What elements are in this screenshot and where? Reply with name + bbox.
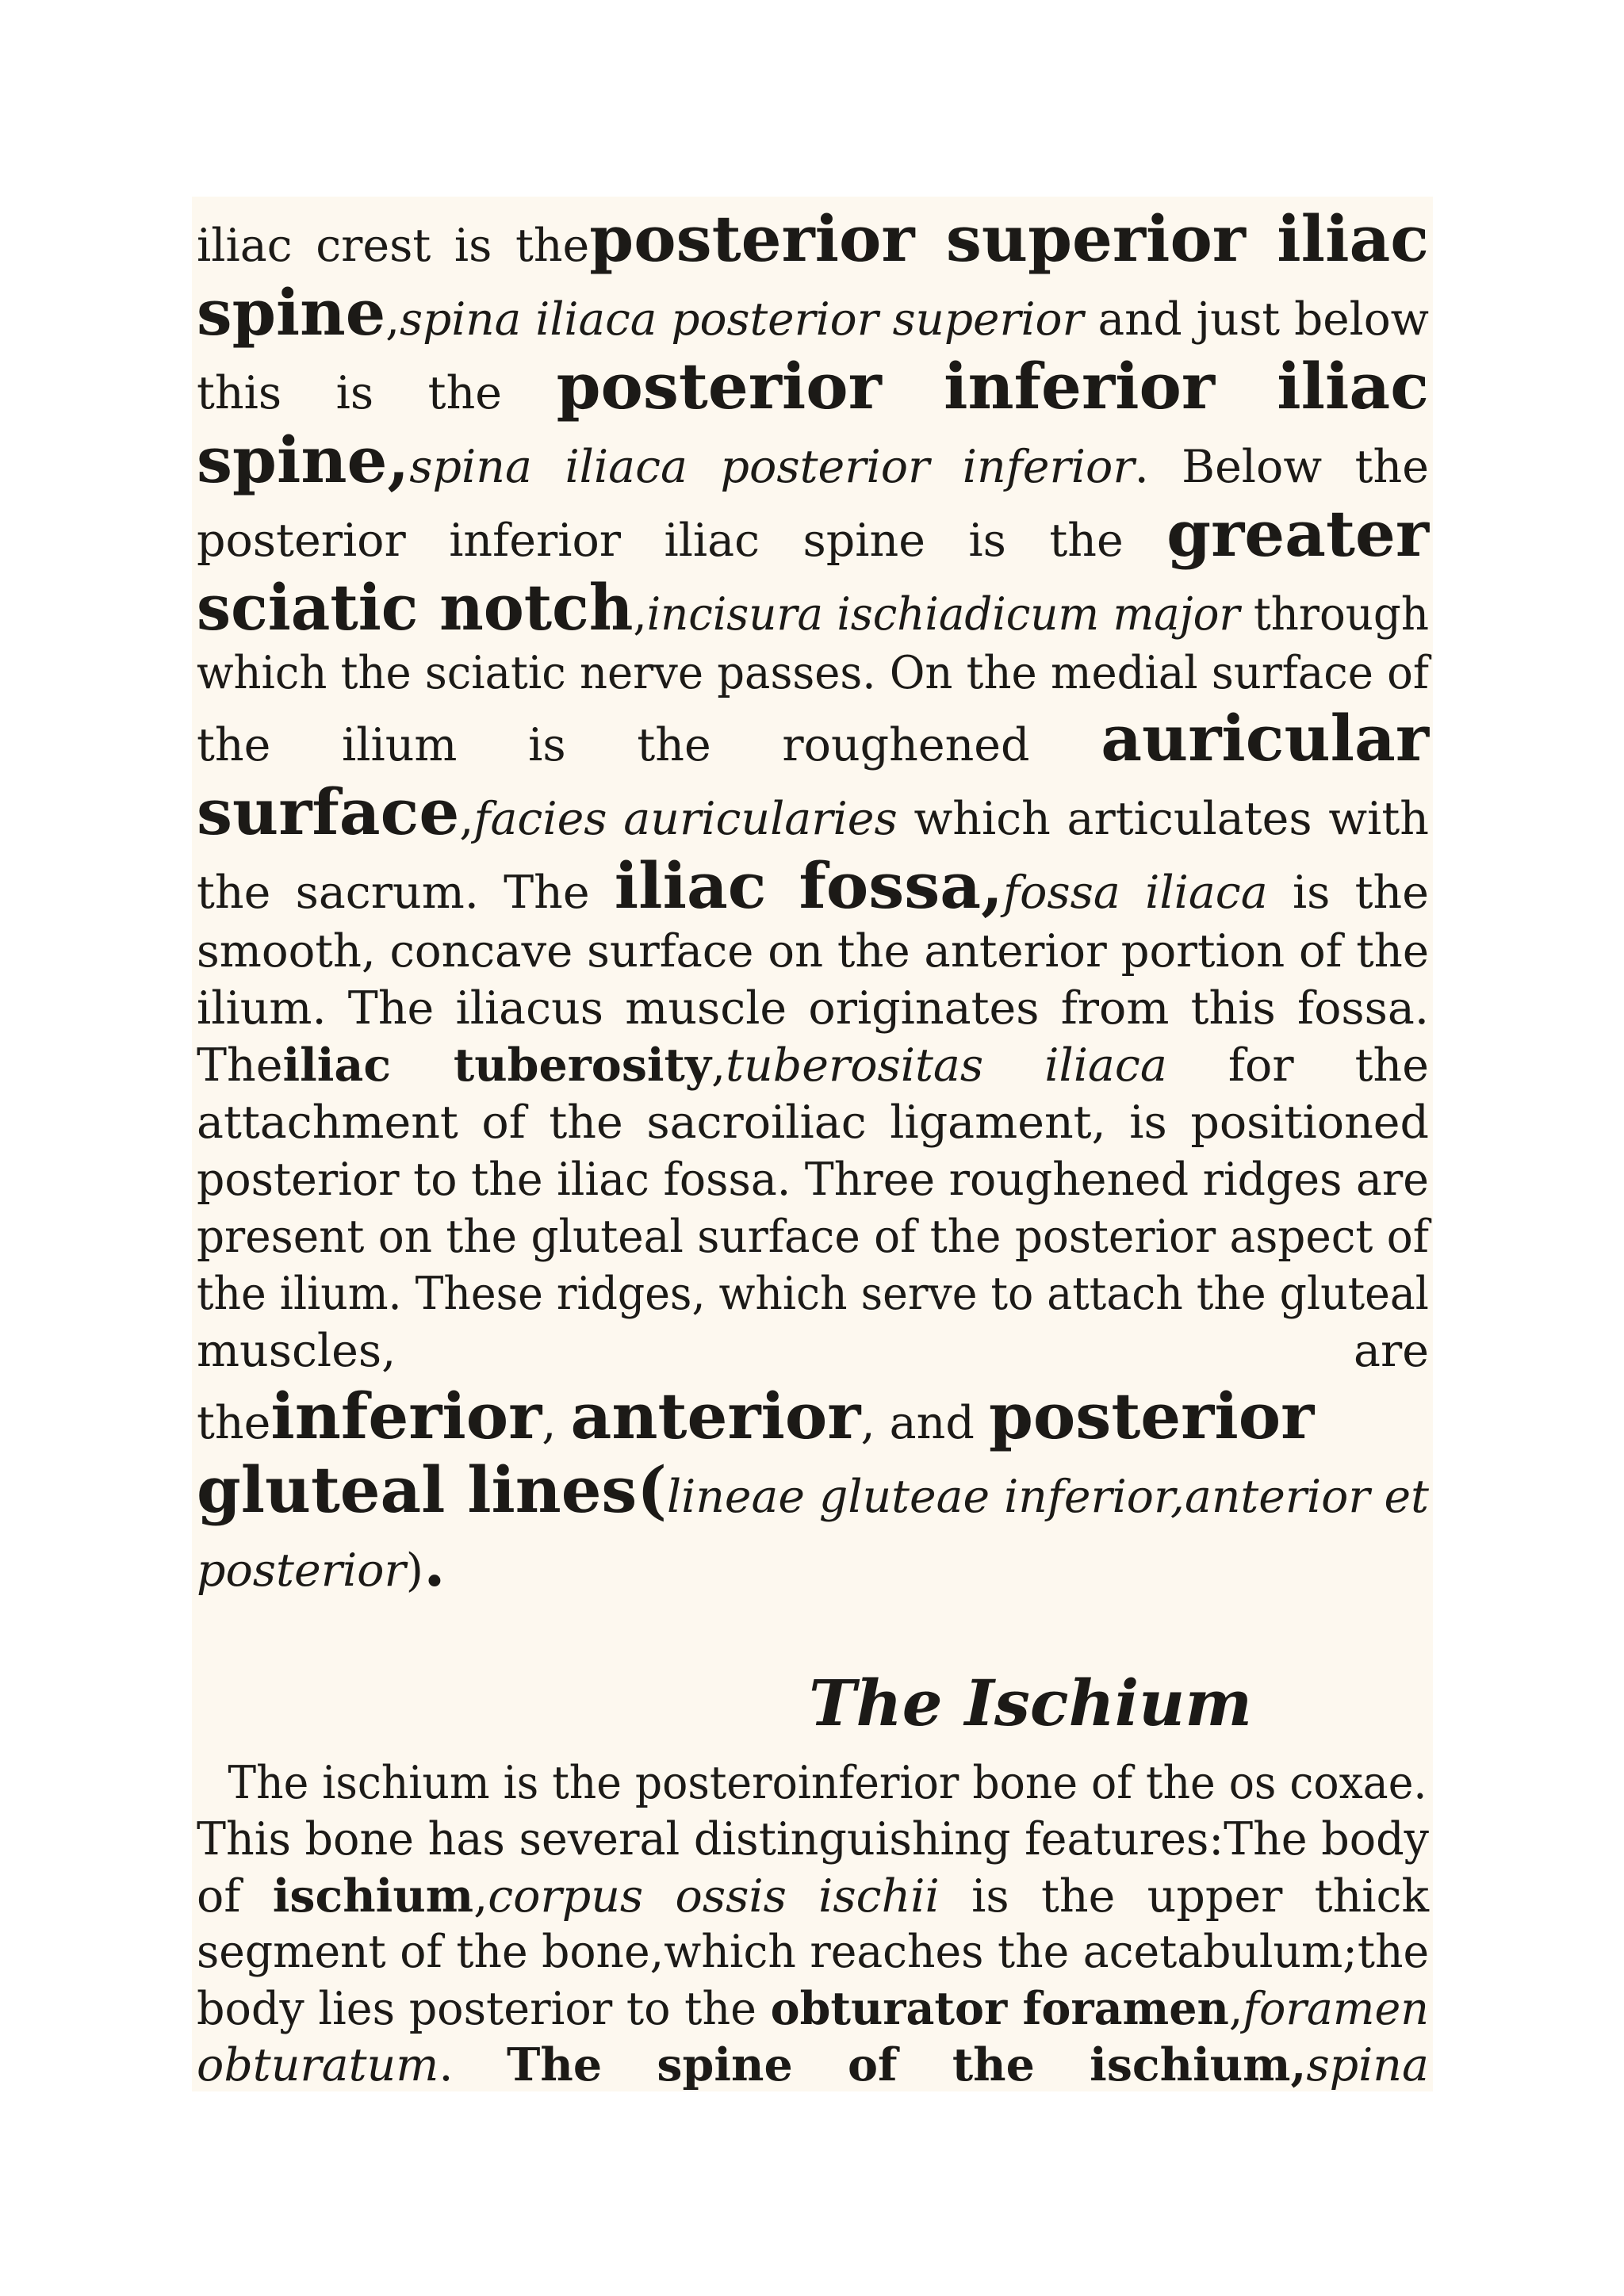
text-line: this is the posterior inferior iliac (197, 349, 1429, 423)
text-line: iliac crest is theposterior superior iliac (197, 201, 1430, 276)
text-line: posterior to the iliac fossa. Three roughened ridges are (197, 1154, 1429, 1206)
latin-term: tuberositas iliaca (726, 1039, 1167, 1092)
text-line: surface,facies auricularies which articulates with (197, 775, 1429, 849)
text-line: This bone has several distinguishing features:The body (197, 1813, 1429, 1866)
text-line: present on the gluteal surface of the posterior aspect of (197, 1211, 1430, 1263)
text-line: body lies posterior to the obturator foramen,foramen (197, 1982, 1430, 2035)
text-line: posterior). (197, 1526, 446, 1601)
section-heading: The Ischium (809, 1666, 1252, 1740)
term-inferior: inferior (270, 1379, 542, 1453)
term-greater-sciatic-notch: greater (1166, 496, 1429, 571)
latin-term: fossa iliaca (1003, 867, 1268, 919)
text-line: segment of the bone,which reaches the acetabulum;the (197, 1926, 1430, 1978)
paragraph-ilium-features (197, 202, 1429, 1601)
latin-term: spina iliaca posterior superior (400, 293, 1084, 346)
latin-term: facies auricularies (473, 793, 898, 845)
latin-term: obturatum (197, 2039, 439, 2091)
text-line: spine,spina iliaca posterior superior and just below (197, 275, 1430, 350)
term-ischium: ischium (272, 1869, 474, 1923)
term-posterior: posterior (988, 1379, 1315, 1453)
text-line: smooth, concave surface on the anterior portion of the (197, 925, 1430, 978)
term-auricular-surface: auricular (1101, 701, 1429, 775)
text-line: of ischium,corpus ossis ischii is the upper thick (197, 1869, 1429, 1923)
term-iliac-fossa: iliac fossa, (614, 848, 1003, 923)
text-line: obturatum. The spine of the ischium,spina (197, 2038, 1429, 2091)
term-posterior-inferior-iliac-spine: posterior inferior iliac (556, 349, 1429, 423)
text-line: The ischium is the posteroinferior bone of the os coxae. (228, 1757, 1427, 1809)
text-line: Theiliac tuberosity,tuberositas iliaca for the (197, 1039, 1429, 1092)
term-spine-of-ischium: The spine of the ischium, (507, 2038, 1307, 2091)
text-line: theinferior, anterior, and posterior (197, 1379, 1315, 1453)
text-line: which the sciatic nerve passes. On the medial surface of (197, 647, 1430, 699)
text-line: attachment of the sacroiliac ligament, is positioned (197, 1096, 1429, 1149)
paragraph-ischium-features (197, 1755, 1429, 2093)
term-obturator-foramen: obturator foramen (770, 1982, 1229, 2035)
term-posterior-superior-iliac-spine: posterior superior iliac (589, 201, 1430, 276)
latin-term: incisura ischiadicum major (646, 588, 1240, 641)
text-line: the ilium is the roughened auricular (197, 701, 1429, 775)
text-line: spine,spina iliaca posterior inferior. Below the (197, 423, 1429, 497)
term-anterior: anterior (570, 1379, 861, 1453)
text-line: sciatic notch,incisura ischiadicum major through (197, 570, 1429, 645)
latin-term: spina iliaca posterior inferior (409, 441, 1135, 493)
latin-term: foramen (1243, 1983, 1430, 2035)
latin-term: lineae gluteae inferior,anterior et (667, 1471, 1429, 1523)
text-line: the ilium. These ridges, which serve to attach the gluteal (197, 1268, 1429, 1320)
term-iliac-tuberosity: iliac tuberosity (282, 1039, 712, 1092)
text-line (197, 1452, 1429, 1527)
text-line: the sacrum. The iliac fossa,fossa iliaca is the (197, 848, 1430, 923)
text-line: ilium. The iliacus muscle originates from this fossa. (197, 982, 1429, 1035)
latin-term: corpus ossis ischii (488, 1870, 940, 1923)
latin-term: spina (1306, 2039, 1429, 2091)
term-gluteal-lines: gluteal lines( (197, 1452, 668, 1527)
latin-term: posterior (197, 1544, 406, 1597)
text-line: posterior inferior iliac spine is the greater (197, 496, 1429, 571)
text-line: muscles, are (197, 1325, 1429, 1377)
